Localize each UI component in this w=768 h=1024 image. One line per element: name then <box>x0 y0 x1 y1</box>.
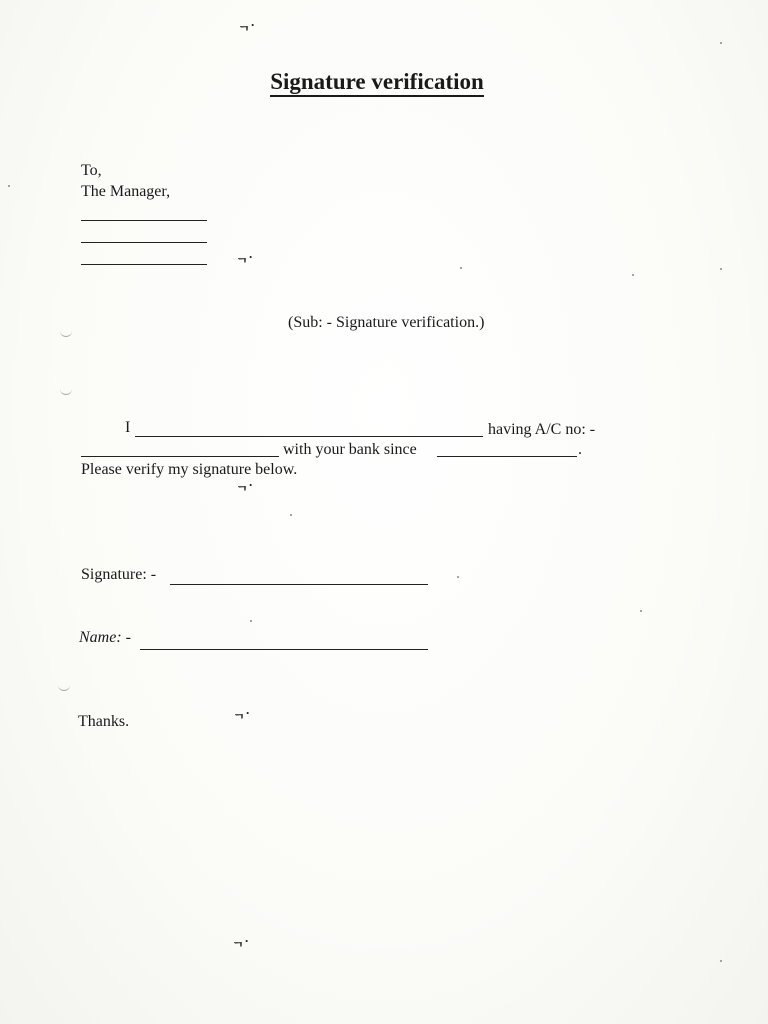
address-line-2[interactable] <box>81 242 207 243</box>
account-holder-name-line[interactable] <box>135 436 483 437</box>
scan-speck <box>720 42 722 44</box>
scan-speck <box>640 610 642 612</box>
scan-mark: ᆨ· <box>236 477 253 492</box>
address-line-1[interactable] <box>81 220 207 221</box>
manager-label: The Manager, <box>81 183 171 200</box>
body-i-label: I <box>125 419 131 436</box>
scan-curl <box>60 330 72 337</box>
name-label: Name: - <box>79 629 131 646</box>
body-period: . <box>578 441 582 458</box>
scan-curl <box>60 388 72 395</box>
address-line-3[interactable] <box>81 264 207 265</box>
scan-mark: ᆨ· <box>236 249 253 264</box>
body-having-ac-label: having A/C no: - <box>488 421 596 438</box>
scan-speck <box>720 268 722 270</box>
scan-mark: ᆨ· <box>233 705 250 720</box>
body-verify-text: Please verify my signature below. <box>81 461 298 478</box>
name-line[interactable] <box>140 649 428 650</box>
account-number-line[interactable] <box>81 456 279 457</box>
scan-curl <box>58 684 70 691</box>
document-title: Signature verification <box>0 68 768 96</box>
scan-mark: ᆨ· <box>232 933 249 948</box>
scan-speck <box>290 514 292 516</box>
scan-speck <box>457 576 459 578</box>
body-with-bank-label: with your bank since <box>283 441 417 458</box>
scan-speck <box>632 274 634 276</box>
to-label: To, <box>81 162 102 179</box>
signature-line[interactable] <box>170 584 428 585</box>
scan-mark: ᆨ· <box>238 17 255 32</box>
signature-label: Signature: - <box>81 566 157 583</box>
thanks-text: Thanks. <box>78 713 130 730</box>
scan-speck <box>250 620 252 622</box>
since-date-line[interactable] <box>437 456 577 457</box>
scan-speck <box>8 185 10 187</box>
scan-speck <box>460 267 462 269</box>
scan-speck <box>720 960 722 962</box>
subject-line: (Sub: - Signature verification.) <box>288 314 485 331</box>
